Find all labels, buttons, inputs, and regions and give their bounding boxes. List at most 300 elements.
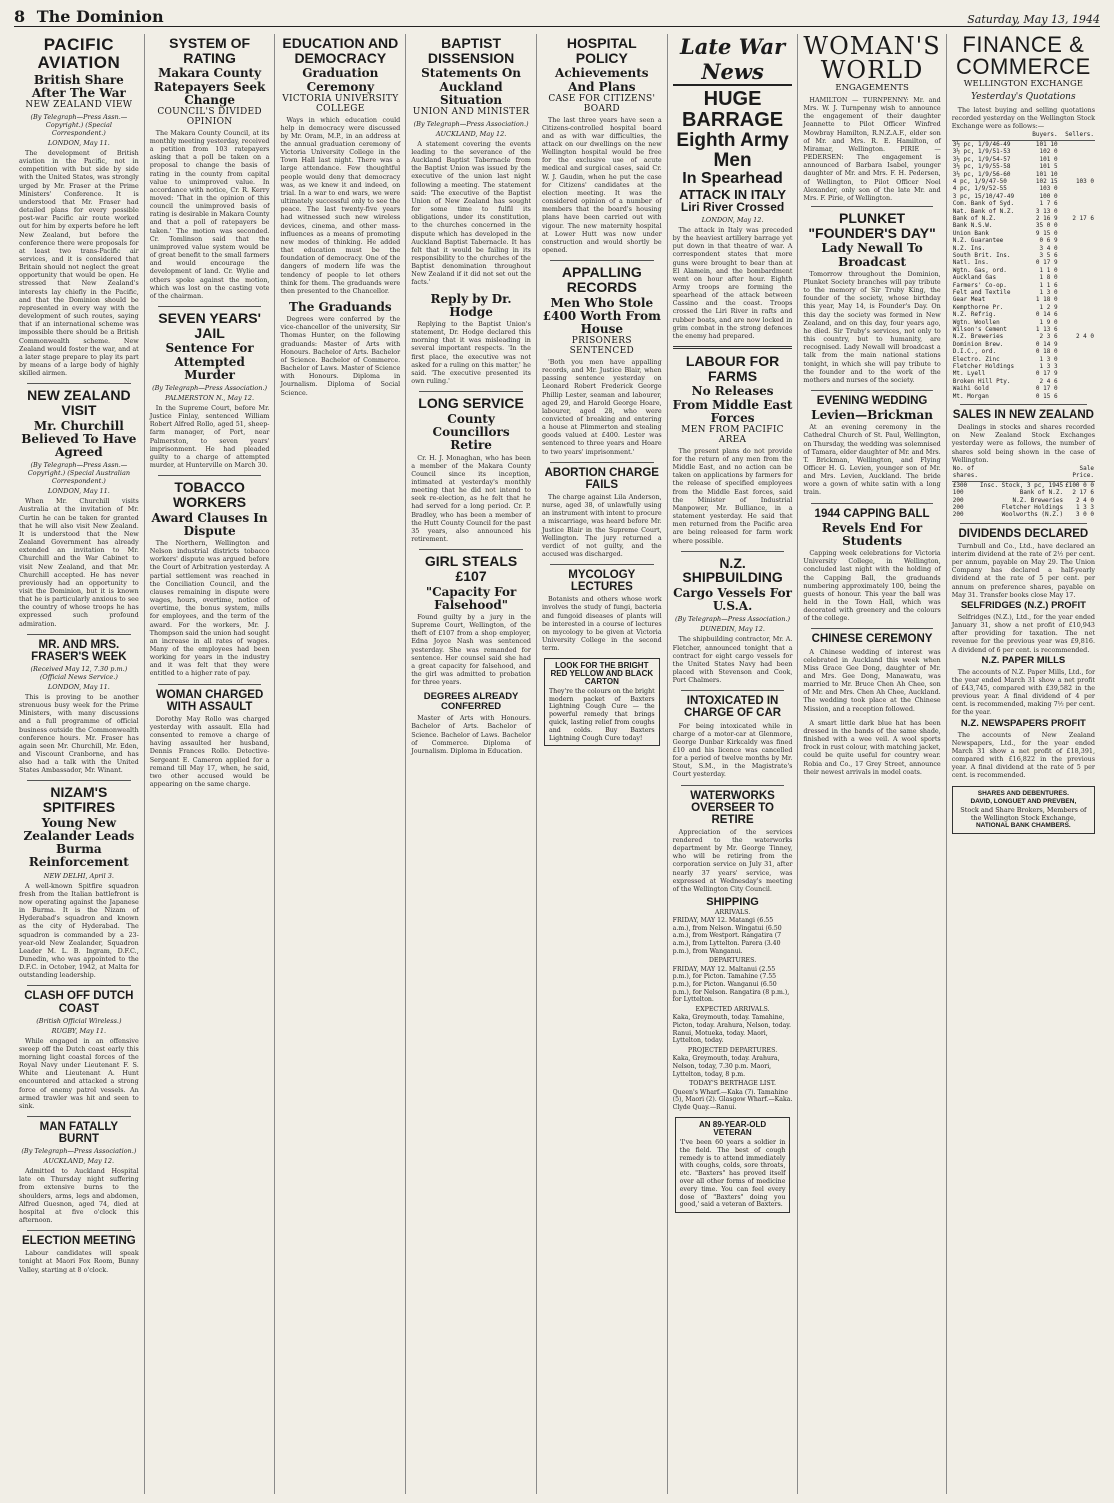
subheadline: Sentence For Attempted Murder xyxy=(165,341,254,382)
engagements-body: HAMILTON — TURNPENNY: Mr. and Mrs. W. J. Turnpenny wish to announce the engagement of their daughter Jeannette to Pilot Officer Winfred Mowbray Hamilton, R.N.Z.A.F., elder son of Mr. and Mrs. R. E. Hamilton, of Miramar, Wellington. PIRIE — PEDERSEN: The engagement is announced of Barbara Isabel, younger daughter of Mr. and Mrs. F. H. Pedersen, of Wellington, to Pilot Officer Noel Alexander, only son of the late Mr. and Mrs. F. Pirie, of Wellington. xyxy=(803,96,941,202)
headline: MAN FATALLY BURNT xyxy=(39,1120,119,1146)
headline-line: In Spearhead xyxy=(682,169,783,187)
table-cell xyxy=(1059,245,1095,252)
divider xyxy=(27,780,131,781)
table-cell: 1 1 6 xyxy=(1039,281,1058,289)
subheadline: Lady Newall To Broadcast xyxy=(821,241,923,269)
table-cell: 200 xyxy=(952,496,964,504)
shipping-label: PROJECTED DEPARTURES. xyxy=(687,1046,778,1054)
divider xyxy=(673,346,793,349)
divider xyxy=(27,1230,131,1231)
headline: LABOUR FOR FARMS xyxy=(685,353,780,384)
story-nz-visit xyxy=(19,388,139,627)
lead-headline xyxy=(673,89,793,214)
table-cell: 3 pc, 15/10/47-49 xyxy=(952,192,1015,200)
ad-body: They're the colours on the bright modern packet of Baxters Lightning Cough Cure — the powerful remedy that brings quick, lasting relief from coughs and colds. Buy Baxters Lightning Cough Cure today! xyxy=(548,687,655,742)
byline: (By Telegraph—Press Association.) xyxy=(413,119,529,128)
table-cell: Kempthorne Pr. xyxy=(952,303,1004,311)
article-body: A statement covering the events leading to the severance of the Auckland Baptist Tabernacle from the Baptist Union was issued by the executive of the union last night following a meeting. The statement said: 'The executive of the Baptist Union of New Zealand has sought for some time to fulfil its obligations, under its constitution, to the churches concerned in the dispute which has developed in the Auckland Baptist Tabernacle. It has felt that it would be failing in its responsibility to the churches of the Baptist denomination throughout New Zealand if it did not set out the facts.' xyxy=(411,139,531,287)
quotations-intro: The latest buying and selling quotations recorded yesterday on the Wellington Stock Exchange were as follows:— xyxy=(951,106,1095,131)
story-dutch-coast xyxy=(19,990,139,1110)
divider xyxy=(158,475,262,476)
article-body: Botanists and others whose work involves the study of fungi, bacteria and fungoid diseases of plants will be interested in a course of lectures on mycology to be given at Victoria University College in the second term. xyxy=(541,595,662,653)
dateline: AUCKLAND, May 12. xyxy=(43,1157,115,1166)
table-cell: 103 0 xyxy=(1075,177,1094,185)
article-body: The attack in Italy was preceded by the heaviest artillery barrage yet put down in that theatre of war. A correspondent states that more guns were brought to bear than at El Alamein, and the bombardment went on hour after hour. Eighth Army troops are forming the spearhead of the attack between Cassino and the coast. Troops crossed the Liri River in rafts and rubber boats, and are now locked in grim combat in the strong defences the enemy had prepared. xyxy=(672,225,793,340)
headline: EVENING WEDDING xyxy=(816,394,928,407)
headline: LONG SERVICE xyxy=(418,395,524,412)
shipping-section xyxy=(672,896,793,1111)
quotation-row xyxy=(952,230,1095,237)
quotation-row xyxy=(952,385,1095,392)
table-cell xyxy=(1059,185,1095,192)
byline: (By Telegraph—Press Assn.—Copyright.) (Special Australian Correspondent.) xyxy=(27,461,131,486)
table-cell: 200 xyxy=(952,511,964,519)
table-cell xyxy=(1059,378,1095,385)
table-cell: Dominion Brew. xyxy=(952,340,1004,348)
column-5 xyxy=(537,34,668,1494)
table-cell: N.Z. Ins. xyxy=(952,244,986,252)
story-rating-system xyxy=(150,36,270,300)
table-cell xyxy=(1059,274,1095,281)
divider xyxy=(419,391,523,392)
table-cell xyxy=(1059,341,1095,348)
dateline: LONDON, May 11. xyxy=(47,682,110,691)
advertisement xyxy=(544,658,660,746)
quotation-row xyxy=(952,363,1095,370)
ad-line: Stock and Share Brokers, Members of the Wellington Stock Exchange, xyxy=(960,805,1087,822)
quotation-row xyxy=(952,222,1095,229)
ad-headline: LOOK FOR THE BRIGHT RED YELLOW AND BLACK CARTON xyxy=(550,661,654,686)
table-cell: 0 17 0 xyxy=(1035,385,1058,393)
divider xyxy=(419,549,523,550)
fashion-paragraph: A smart little dark blue hat has been dressed in the bands of the same shade, finished with a wee veil. A wool sports frock in rust colour, with matching jacket, could be quite useful for country wear. Robia and Co., 17 Grey Street, announce their newest arrivals in model coats. xyxy=(803,718,941,776)
table-cell: Insc. Stock, 3 pc, 1945 xyxy=(980,481,1064,489)
headline-line: ATTACK IN ITALY xyxy=(678,186,787,202)
table-cell: 1 1 0 xyxy=(1039,266,1058,274)
table-cell xyxy=(1059,222,1095,229)
quotation-row xyxy=(952,326,1095,333)
column-3 xyxy=(275,34,406,1494)
newspaper-columns xyxy=(14,34,1100,1494)
article-body: For being intoxicated while in charge of a motor-car at Glenmore, George Dunbar Kirkcaldy was fined £10 and his licence was cancelled for a period of twelve months by Mr. Stout, S.M., in the Magistrate's Court yesterday. xyxy=(672,721,793,779)
subheadline: No Releases From Middle East Forces xyxy=(672,384,793,425)
table-cell xyxy=(1059,208,1095,215)
divider xyxy=(811,503,932,504)
table-cell xyxy=(1059,200,1095,207)
shipping-label: ARRIVALS. xyxy=(714,908,751,916)
column-4 xyxy=(406,34,537,1494)
quotation-row xyxy=(952,282,1095,289)
headline: TOBACCO WORKERS xyxy=(173,479,247,510)
table-cell: 2 17 6 xyxy=(1072,489,1094,497)
sale-row xyxy=(952,497,1095,504)
section-heading: Reply by Dr. Hodge xyxy=(430,291,512,319)
divider xyxy=(158,306,262,307)
quotation-row xyxy=(952,156,1095,163)
article-body: This is proving to be another strenuous busy week for the Prime Ministers, with many discussions and a full programme of official business outside the Commonwealth conference hours. Mr. Fraser has again seen Mr. Churchill, Mr. Eden, and Viscount Cranborne, and has also had a talk with the United States Ambassador, Mr. Winant. xyxy=(19,692,139,775)
quotation-row xyxy=(952,193,1095,200)
article-body: Master of Arts with Honours. Bachelor of Arts. Bachelor of Science. Bachelor of Laws. Bachelor of Commerce. Diploma of Journalism. Diploma in Education. xyxy=(411,714,531,755)
table-header: Buyers. xyxy=(1026,130,1058,140)
table-cell xyxy=(1059,326,1095,333)
table-cell: Bank of N.Z. xyxy=(1019,489,1064,497)
headline: EDUCATION AND DEMOCRACY xyxy=(282,35,399,66)
table-cell: 101 0 xyxy=(1039,155,1058,163)
quotation-row xyxy=(952,356,1095,363)
sale-row xyxy=(952,511,1095,518)
byline: (By Telegraph—Press Assn.—Copyright.) (Special Correspondent.) xyxy=(30,112,128,137)
table-cell: 100 0 xyxy=(1039,192,1058,200)
article-body: The Northern, Wellington and Nelson industrial districts tobacco workers' dispute was argued before the Court of Arbitration yesterday. A partial settlement was reached in the Conciliation Council, and the clauses remaining in dispute were wages, hours, overtime, notice of overtime, the bonus system, mills for employees, and the term of the award. For the workers, Mr. J. Thompson said the union had sought an increase in all rates of wages. Many of the employees had been working for years in the industry and it was felt that they were entitled to a higher rate of pay. xyxy=(149,538,270,678)
article-body: Found guilty by a jury in the Supreme Court, Wellington, of the theft of £107 from a shop employer, Edna Joyce Nash was sentenced yesterday. She was remanded for sentence. Her counsel said she had a great capacity for falsehood, and the girl was admitted to probation for three years. xyxy=(411,612,531,687)
table-cell: 9 15 0 xyxy=(1035,229,1058,237)
issue-date: Saturday, May 13, 1944 xyxy=(967,13,1100,26)
subheadline: Achievements And Plans xyxy=(555,66,649,94)
table-cell xyxy=(1059,230,1095,237)
article-body: The present plans do not provide for the return of any men from the Middle East, and no action can be taken on applications by farmers for the release of specified employees from the Middle East forces, said the Minister of Industrial Manpower, Mr. Bulliance, in a statement yesterday. He said that men returned from the Pacific area are being released for farm work where possible. xyxy=(672,446,793,545)
story-evening-wedding xyxy=(803,395,940,497)
divider xyxy=(811,206,932,207)
quotation-row xyxy=(952,311,1095,318)
title-line: COMMERCE xyxy=(955,54,1091,79)
shipping-list: FRIDAY, MAY 12. Matangi (6.55 a.m.), from Nelson. Wingatui (6.50 a.m.), from Westport. Rangatira (7 a.m.), from Lyttelton. Parera (3.40 p.m.), from Wanganui. xyxy=(672,917,782,955)
table-header: Sale Price. xyxy=(1064,464,1095,481)
quotation-row xyxy=(952,393,1095,400)
shipping-list: Queen's Wharf.—Kaka (7). Tamahine (5), Maori (2). Glasgow Wharf.—Kaka. Clyde Quay.—Ranui. xyxy=(672,1088,793,1111)
subheadline: PRISONERS SENTENCED xyxy=(569,336,635,357)
table-cell: 1 8 0 xyxy=(1039,274,1058,282)
headline: SHIPPING xyxy=(706,896,759,909)
quotation-row xyxy=(952,215,1095,222)
article-body: The charge against Lila Anderson, nurse, aged 38, of unlawfully using an instrument with intent to procure a miscarriage, was heard before Mr. Justice Blair in the Supreme Court, Wellington. The jury returned a verdict of not guilty, and the accused was discharged. xyxy=(541,492,662,558)
article-body: The shipbuilding contractor, Mr. A. Fletcher, announced tonight that a contract for eight cargo vessels for the United States Navy had been placed with Stevenson and Cook, Port Chalmers. xyxy=(672,635,793,685)
headline: HOSPITAL POLICY xyxy=(566,35,637,66)
article-body: Cr. H. J. Monaghan, who has been a member of the Makara County Council since its inception, intimated at yesterday's monthly meeting that he did not intend to seek re-election, as he felt that he had served for a long period. Cr. P. Bradley, who has been a member of the Hutt County Council for the past 35 years, also announced his retirement. xyxy=(411,453,531,544)
table-cell: Electro. Zinc xyxy=(952,355,1000,363)
quotations-table xyxy=(952,130,1095,400)
divider xyxy=(550,564,654,565)
table-cell: 102 15 xyxy=(1035,177,1058,185)
story-pacific-aviation xyxy=(19,36,139,377)
article-body: 'Both you men have appalling records, and Mr. Justice Blair, when passing sentence yesterday on Leonard Robert Frederick George Phillip Lester, seaman and labourer, aged 29, and Harold George Hoare, labourer, aged 28, who were convicted of breaking and entering a house at Plimmerton and stealing goods valued at £400. Lester was sentenced to three years and Hoare to two years' imprisonment.' xyxy=(541,357,662,456)
table-cell xyxy=(1059,140,1095,148)
table-cell: £300 xyxy=(952,481,968,489)
story-education-democracy xyxy=(280,36,400,295)
table-cell: Union Bank xyxy=(952,229,989,237)
table-cell: 0 17 9 xyxy=(1035,259,1058,267)
column-8 xyxy=(947,34,1100,1494)
ad-line: SHARES AND DEBENTURES. xyxy=(977,789,1069,797)
subheadline: Graduation Ceremony xyxy=(302,66,379,94)
story-huge-barrage xyxy=(673,89,793,340)
quotation-row xyxy=(952,252,1095,259)
table-cell xyxy=(1059,252,1095,259)
section-title-womans-world xyxy=(803,34,940,82)
quotation-row xyxy=(952,208,1095,215)
table-cell: Broken Hill Pty. xyxy=(952,377,1011,385)
title-line: WOMAN'S xyxy=(803,32,941,60)
table-cell: £100 0 0 xyxy=(1065,481,1094,489)
table-cell: 2 4 0 xyxy=(1075,496,1094,504)
table-cell: 4 pc, 1/9/52-55 xyxy=(952,185,1007,193)
story-hospital-policy xyxy=(542,36,662,254)
story-seven-years-jail xyxy=(150,311,270,469)
shipping-list: Kaka, Greymouth, today. Tamahine, Picton, today. Arahura, Nelson, today. Ranui, Motueka, today. Maori, Lyttelton, today. xyxy=(672,1014,791,1045)
table-cell: 101 10 xyxy=(1035,170,1058,178)
headline: WOMAN CHARGED WITH ASSAULT xyxy=(155,688,264,713)
byline: (By Telegraph—Press Association.) xyxy=(21,1147,137,1156)
subheadline: County Councillors Retire xyxy=(432,411,510,453)
sales-intro: Dealings in stocks and shares recorded on New Zealand Stock Exchanges yesterday were as follows, the number of shares sold being shown in the case of Wellington. xyxy=(951,423,1095,464)
headline: SELFRIDGES (N.Z.) PROFIT xyxy=(960,599,1086,611)
table-cell xyxy=(1059,393,1095,400)
byline: (By Telegraph—Press Association.) xyxy=(152,383,268,392)
table-cell: Wgtn. Gas, ord. xyxy=(952,266,1007,274)
divider xyxy=(158,684,262,685)
story-intoxicated xyxy=(673,695,793,778)
headline: MYCOLOGY LECTURES xyxy=(568,569,636,594)
article-body: Labour candidates will speak tonight at Maori Fox Room, Bunny Valley, starting at 8 o'clock. xyxy=(19,1249,139,1274)
story-long-service xyxy=(411,396,531,543)
headline: SALES IN NEW ZEALAND xyxy=(952,409,1094,422)
title-line: FINANCE & xyxy=(962,32,1085,57)
section-heading: DEGREES ALREADY CONFERRED xyxy=(423,691,519,713)
headline: ABORTION CHARGE FAILS xyxy=(544,466,659,491)
story-shipbuilding xyxy=(673,556,793,685)
table-cell xyxy=(1059,370,1095,377)
story-woman-charged xyxy=(150,689,270,789)
article-body: A Chinese wedding of interest was celebrated in Auckland this week when Miss Grace Gee Dong, daughter of Mr. and Mrs. Gee Dong, Manawatu, was married to Mr. Bruce Chen Ah Chee, son of Mr. and Mrs. Chen Ah Chee, Auckland. The wedding took place at the Chinese Mission, and a reception followed. xyxy=(803,647,941,713)
subheadline: NEW ZEALAND VIEW xyxy=(25,100,133,111)
table-cell: N.Z. Refrig. xyxy=(952,311,997,319)
quotation-row xyxy=(952,148,1095,155)
table-cell: Farmers' Co-op. xyxy=(952,281,1007,289)
headline: N.Z. SHIPBUILDING xyxy=(682,554,783,586)
divider xyxy=(27,1116,131,1117)
table-cell: Natl. Ins. xyxy=(952,259,989,267)
table-cell: Felt and Textile xyxy=(952,289,1011,296)
story-nizam-spitfires xyxy=(19,785,139,979)
headline: PACIFIC AVIATION xyxy=(37,35,121,72)
article-body: A well-known Spitfire squadron fresh from the Italian battlefront is now operating against the Japanese in Burma. It is the Nizam of Hyderabad's squadron and known as the city of Hyderabad. The squadron is commanded by a 23-year-old New Zealander, Squadron Leader M. L. B. Ingram, D.F.C., Dunedin, who was appointed to the D.F.C. in October, 1942, at Malta for outstanding leadership. xyxy=(19,881,139,980)
headline: BAPTIST DISSENSION xyxy=(427,35,515,66)
quotation-row xyxy=(952,319,1095,326)
table-cell: 0 17 9 xyxy=(1035,370,1058,378)
subheadline: Award Clauses In Dispute xyxy=(151,510,268,538)
headline: 1944 CAPPING BALL xyxy=(814,507,930,520)
divider xyxy=(550,260,654,261)
quotation-row xyxy=(952,274,1095,281)
table-cell xyxy=(1059,148,1095,155)
table-header xyxy=(979,464,1064,481)
article-body: Ways in which education could help in democracy were discussed by Mr. Oram, M.P., in an address at the annual graduation ceremony of Victoria University College in the Town Hall last night. There was a large attendance. Few thoughtful people would deny that democracy was, as we knew it and indeed, on trial. In a war to end wars, we were ultimately successful only to see the peace. The last twenty-five years had witnessed such new wireless devices, cinema, and other mass-influences as a means of promoting new modes of thinking. He added that education must be the foundation of democracy. One of the dangers of modern life was the tendency of people to let others think for them. The graduands were then presented to the Chancellor. xyxy=(280,115,401,295)
table-cell: Bank N.S.W. xyxy=(952,222,993,230)
article-body: Selfridges (N.Z.), Ltd., for the year ended January 31, show a net profit of £10,943 after providing for taxation. The net revenue for the previous year was £9,816. A dividend of 6 per cent. is recommended. xyxy=(951,612,1095,654)
dateline: LONDON, May 11. xyxy=(47,138,110,147)
advertisement xyxy=(675,1117,791,1213)
dateline: LONDON, May 12. xyxy=(701,215,764,224)
subheadline: Levien—Brickman xyxy=(811,408,933,423)
subheadline: British Share After The War xyxy=(31,72,126,100)
quotation-row xyxy=(952,185,1095,192)
shipping-label: DEPARTURES. xyxy=(708,957,757,965)
table-cell: 2 16 9 xyxy=(1035,214,1058,222)
paper-name: The Dominion xyxy=(36,7,164,26)
story-abortion-charge xyxy=(542,467,662,558)
table-cell: Woolworths (N.Z.) xyxy=(1001,511,1064,519)
title-line: WORLD xyxy=(820,56,924,84)
article-body: Capping week celebrations for Victoria University College, in Wellington, concluded last night with the holding of the Capping Ball, the graduands numbering approximately 100, being the guests of honour. This year the ball was held in the Town Hall, which was decorated with greenery and the colours of the college. xyxy=(803,549,941,623)
table-cell: 1 3 3 xyxy=(1075,503,1094,511)
table-cell: 3½ pc, 1/9/56-60 xyxy=(952,170,1011,178)
table-cell: N.Z. Breweries xyxy=(952,333,1004,341)
subheadline: Makara County Ratepayers Seek Change xyxy=(153,66,266,107)
headline: GIRL STEALS £107 xyxy=(424,553,518,584)
table-cell: 3½ pc, 1/9/55-58 xyxy=(952,163,1011,171)
table-cell: 200 xyxy=(952,503,964,511)
table-cell: 0 18 0 xyxy=(1035,348,1058,356)
headline: APPALLING RECORDS xyxy=(561,264,642,295)
table-cell: Mt. Lyell xyxy=(952,370,986,378)
byline: (By Telegraph—Press Association.) xyxy=(675,615,791,624)
table-cell xyxy=(1059,304,1095,311)
story-tobacco-workers xyxy=(150,480,270,677)
divider xyxy=(681,785,785,786)
quotation-row xyxy=(952,171,1095,178)
quotation-row xyxy=(952,245,1095,252)
table-cell: 100 xyxy=(952,489,964,497)
subheadline: MEN FROM PACIFIC AREA xyxy=(681,425,784,445)
article-body: Replying to the Baptist Union's statement, Dr. Hodge declared this morning that it was misleading in several important respects. 'In the first place, the executive was not asked for a ruling on this matter,' he said. 'The executive presented its own ruling.' xyxy=(411,320,531,386)
table-cell: Wgtn. Woollen xyxy=(952,318,1000,326)
dateline: NEW DELHI, April 3. xyxy=(43,871,114,880)
table-cell xyxy=(1059,363,1095,370)
table-cell: Gear Meat xyxy=(952,296,986,304)
table-cell xyxy=(1059,319,1095,326)
headline: NEW ZEALAND VISIT xyxy=(27,387,131,419)
table-cell: South Brit. Ins. xyxy=(952,251,1011,259)
shipping-list: Kaka, Greymouth, today. Arahura, Nelson, today, 7.30 p.m. Maori, Lyttelton, today, 8 p.m. xyxy=(672,1055,780,1078)
story-mycology xyxy=(542,569,662,652)
headline: N.Z. PAPER MILLS xyxy=(981,654,1066,666)
dateline: PALMERSTON N., May 12. xyxy=(165,393,255,402)
section-title-late-war-news: Late War News xyxy=(673,34,793,86)
table-cell xyxy=(1059,296,1095,303)
table-cell xyxy=(1059,289,1095,296)
table-cell: N.Z. Breweries xyxy=(1012,496,1064,504)
table-cell: Waihi Gold xyxy=(952,385,989,393)
shipping-label: TODAY'S BERTHAGE LIST. xyxy=(689,1080,776,1088)
section-heading: The Graduands xyxy=(289,299,392,314)
table-cell: 0 14 9 xyxy=(1035,340,1058,348)
table-cell: Nat. Bank of N.Z. xyxy=(952,207,1015,215)
section-subtitle: WELLINGTON EXCHANGE xyxy=(963,79,1083,89)
subheadline: "Capacity For Falsehood" xyxy=(425,584,517,612)
quotation-row xyxy=(952,289,1095,296)
table-cell: 1 9 0 xyxy=(1039,318,1058,326)
quotation-row xyxy=(952,341,1095,348)
article-body: Admitted to Auckland Hospital late on Thursday night suffering from extensive burns to the shoulders, arms, legs and abdomen, Alfred Guesnon, aged 74, died at hospital at five o'clock this afternoon. xyxy=(19,1167,139,1225)
article-body: Degrees were conferred by the vice-chancellor of the university, Sir Thomas Hunter, on the following graduands: Master of Arts with Honours. Bachelor of Arts. Bachelor of Science. Bachelor of Commerce. Bachelor of Laws. Master of Science with Honours. Diploma in Journalism. Diploma of Social Science. xyxy=(280,315,401,397)
dateline: RUGBY, May 11. xyxy=(51,1026,107,1035)
table-cell: 2 4 6 xyxy=(1039,377,1058,385)
divider xyxy=(960,523,1087,524)
quotation-row xyxy=(952,200,1095,207)
article-body: Dorothy May Rollo was charged yesterday with assault. Ella had consented to remove a charge of having assaulted her husband, Dennis Frances Rollo. Detective-Sergeant E. Cameron applied for a remand till May 17, when, he said, two other accused would be appearing on the same charge. xyxy=(149,714,270,788)
article-body: Tomorrow throughout the Dominion, Plunket Society branches will pay tribute to the memory of Sir Truby King, the founder of the society, whose birthday this year, May 14, is Founder's Day. On this day the society was formed in New Zealand, and on this day, four years ago, he died. Sir Truby's services, not only to this country, but to humanity, are recognised. Lady Newall will broadcast a talk from the main national stations tonight, in which she will pay tribute to the founder and to the work of the mothers and nurses of the society. xyxy=(803,269,941,384)
headline-line: Liri River Crossed xyxy=(680,200,785,215)
divider xyxy=(811,390,932,391)
column-6 xyxy=(668,34,799,1494)
table-cell xyxy=(1059,193,1095,200)
table-cell xyxy=(1059,259,1095,266)
table-cell: 1 7 6 xyxy=(1039,200,1058,208)
table-cell: 1 3 3 xyxy=(1039,363,1058,371)
table-cell: 3 13 0 xyxy=(1035,207,1058,215)
table-cell: 1 3 0 xyxy=(1039,289,1058,296)
table-cell: 3 5 6 xyxy=(1039,251,1058,259)
divider xyxy=(811,628,932,629)
subheadline: Men Who Stole £400 Worth From House xyxy=(542,295,661,336)
table-cell xyxy=(1059,385,1095,392)
table-cell xyxy=(1059,311,1095,318)
table-header: No. of shares. xyxy=(952,464,979,480)
page-number: 8 xyxy=(14,7,26,26)
subheadline: UNION AND MINISTER xyxy=(412,106,530,117)
story-hodge-reply xyxy=(411,293,531,386)
table-cell: 1 3 0 xyxy=(1039,355,1058,363)
quotation-row xyxy=(952,259,1095,266)
table-cell: 2 4 0 xyxy=(1075,333,1094,341)
ad-body: 'I've been 60 years a soldier in the field. The best of cough remedy is to attend immediately with coughs, colds, sore throats, etc. "Baxters" has proved itself over all other forms of medicine every time. You can feel every dose of "Baxters" doing you good,' said a veteran of Baxters. xyxy=(679,1139,786,1209)
dateline: AUCKLAND, May 12. xyxy=(435,129,507,138)
article-body: At an evening ceremony in the Cathedral Church of St. Paul, Wellington, on Thursday, the wedding was solemnised of Tamara, elder daughter of Mr. and Mrs. T. Brickman, Wellington, and Flying Officer H. G. Levien, younger son of Mr. and Mrs. Levien, Auckland. The bride wore a gown of white satin with a long train. xyxy=(803,423,941,497)
table-cell: 0 6 9 xyxy=(1039,237,1058,245)
quotation-row xyxy=(952,237,1095,244)
table-cell xyxy=(1059,348,1095,355)
story-waterworks xyxy=(673,790,793,893)
table-cell: 3½ pc, 1/9/51-53 xyxy=(952,148,1011,156)
divider xyxy=(27,383,131,384)
subheadline: Revels End For Students xyxy=(821,520,923,548)
subheadline: COUNCIL'S DIVIDED OPINION xyxy=(157,106,262,127)
table-cell xyxy=(1059,156,1095,163)
masthead-title xyxy=(14,7,164,26)
story-capping-ball xyxy=(803,508,940,623)
article-body: In the Supreme Court, before Mr. Justice Finlay, sentenced William Robert Alfred Rollo, aged 51, sheep-farm manager, of Port, near Palmerston, to seven years' imprisonment. He had pleaded guilty to a charge of attempted murder, at Hunterville on March 30. xyxy=(149,403,270,470)
masthead xyxy=(14,6,1100,27)
table-cell: N.Z. Guarantee xyxy=(952,237,1004,245)
article-body: The Makara County Council, at its monthly meeting yesterday, received a petition from 103 ratepayers asking that a poll be taken on a proposal to change the basis of rating in the county from capital value to unimproved value. In accordance with notice, Cr. R. Kerry moved: 'That in the opinion of this council the unimproved basis of rating is desirable in Makara County and that a poll of ratepayers be taken.' The motion was seconded. Cr. Tomlinson said that the unimproved value system would be of great benefit to the small farmers and would encourage the development of land. Cr. Wylie and others spoke against the motion, which was lost on the casting vote of the chairman. xyxy=(149,128,270,300)
story-labour-farms xyxy=(673,354,793,545)
table-cell: Com. Bank of Syd. xyxy=(952,200,1015,208)
sale-row xyxy=(952,504,1095,511)
table-cell: 101 10 xyxy=(1035,140,1058,148)
table-cell: 3½ pc, 1/9/54-57 xyxy=(952,155,1011,163)
table-cell: D.I.C., ord. xyxy=(952,348,997,356)
headline: PLUNKET "FOUNDER'S DAY" xyxy=(808,210,936,241)
divider xyxy=(27,634,131,635)
story-election-meeting xyxy=(19,1235,139,1274)
sale-row xyxy=(952,481,1095,489)
article-body: The accounts of N.Z. Paper Mills, Ltd., for the year ended March 31 show a net profit of £43,745, compared with £39,582 in the previous year. A final dividend of 4 per cent. is recommended, making 7½ per cent. for the year. xyxy=(951,667,1095,717)
quotation-row xyxy=(952,348,1095,355)
table-cell: Auckland Gas xyxy=(952,274,997,282)
byline: (Received May 12, 7.30 p.m.) (Official News Service.) xyxy=(30,664,128,681)
broker-advertisement xyxy=(952,786,1095,834)
quotation-row xyxy=(952,378,1095,385)
